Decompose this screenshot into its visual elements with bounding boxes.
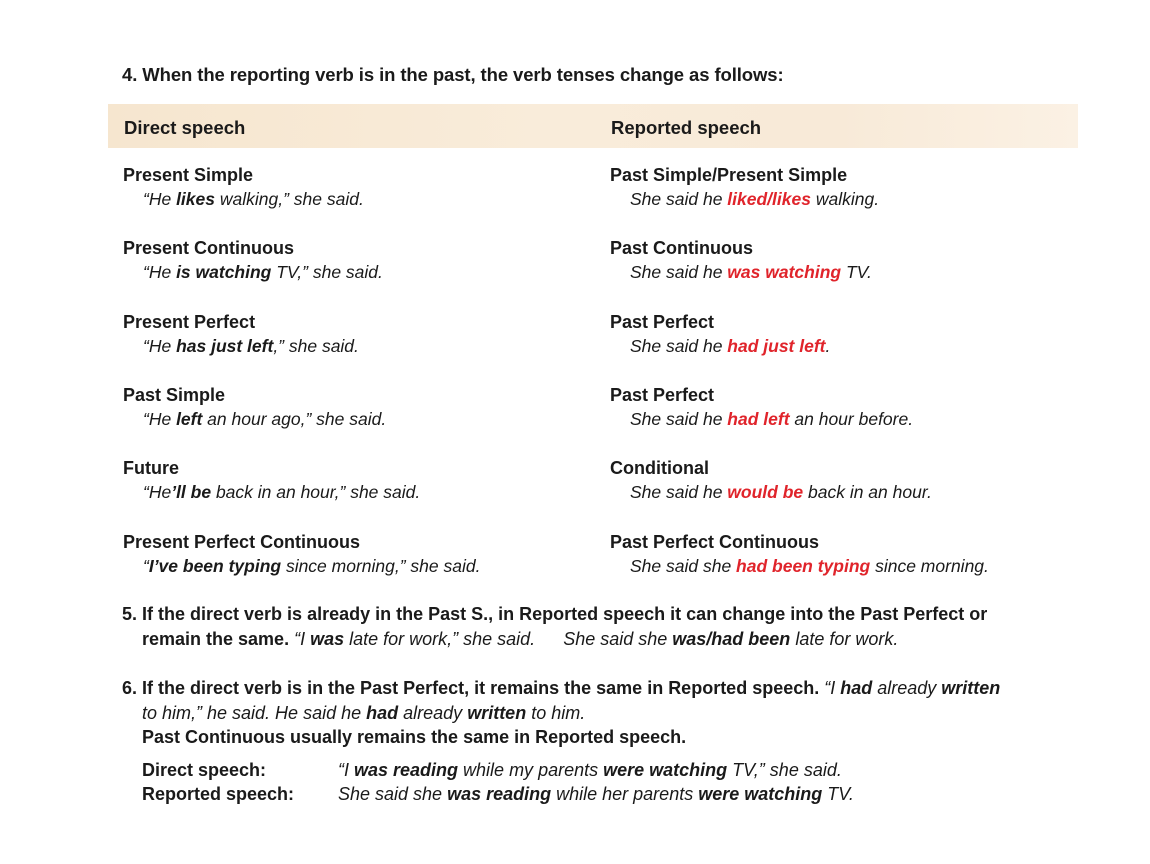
direct-speech-example: “I was reading while my parents were watching TV,” she said.	[338, 760, 842, 780]
rule-5-line-1: 5. If the direct verb is already in the Past S., in Reported speech it can change into the Past Perfect or	[122, 604, 988, 624]
rule-6-line-2: to him,” he said. He said he had already written to him.	[142, 703, 586, 723]
tense-title: Conditional	[610, 458, 709, 478]
example-sentence: She said she had been typing since morning.	[630, 556, 989, 576]
direct-entry	[123, 163, 364, 211]
direct-entry	[123, 310, 359, 358]
tense-title: Present Simple	[123, 165, 254, 185]
rule-6-line-3: Past Continuous usually remains the same in Reported speech.	[142, 727, 687, 747]
tense-title: Present Continuous	[123, 238, 295, 258]
example-sentence: “I’ve been typing since morning,” she said.	[143, 556, 481, 576]
example-reported-row	[0, 782, 1150, 806]
reported-entry	[610, 236, 872, 284]
example-sentence: She said he would be back in an hour.	[630, 482, 932, 502]
example-sentence: “He’ll be back in an hour,” she said.	[143, 482, 421, 502]
example-sentence: “He has just left,” she said.	[143, 336, 359, 356]
tense-title: Future	[123, 458, 179, 478]
example-sentence: She said he had left an hour before.	[630, 409, 914, 429]
example-sentence: She said he had just left.	[630, 336, 831, 356]
direct-entry	[123, 236, 383, 284]
reported-entry	[610, 383, 913, 431]
example-sentence: She said he liked/likes walking.	[630, 189, 880, 209]
example-sentence: “He left an hour ago,” she said.	[143, 409, 387, 429]
reported-entry	[610, 456, 932, 504]
header-direct-speech: Direct speech	[124, 117, 246, 138]
tense-title: Past Perfect	[610, 312, 715, 332]
tense-title: Present Perfect	[123, 312, 256, 332]
direct-entry	[123, 530, 480, 578]
tense-title: Past Perfect	[610, 385, 715, 405]
rule-6-line-1: 6. If the direct verb is in the Past Perfect, it remains the same in Reported speech. “I had already written	[122, 678, 1001, 698]
reported-entry	[610, 310, 830, 358]
rule-5-line-2: remain the same. “I was late for work,” she said. She said she was/had been late for work.	[142, 629, 899, 649]
direct-entry	[123, 456, 420, 504]
tense-title: Past Simple/Present Simple	[610, 165, 848, 185]
example-sentence: She said he was watching TV.	[630, 262, 872, 282]
reported-entry	[610, 163, 879, 211]
section-heading: 4. When the reporting verb is in the past, the verb tenses change as follows:	[122, 64, 784, 85]
example-sentence: “He is watching TV,” she said.	[143, 262, 383, 282]
tense-title: Present Perfect Continuous	[123, 532, 361, 552]
example-direct-row	[0, 758, 1150, 782]
tense-title: Past Perfect Continuous	[610, 532, 820, 552]
tense-title: Past Continuous	[610, 238, 753, 258]
example-sentence: “He likes walking,” she said.	[143, 189, 364, 209]
reported-entry	[610, 530, 989, 578]
direct-entry	[123, 383, 386, 431]
table-header-band	[108, 104, 1078, 148]
header-reported-speech: Reported speech	[611, 117, 762, 138]
tense-title: Past Simple	[123, 385, 226, 405]
reported-speech-label: Reported speech:	[142, 784, 295, 804]
reported-speech-example: She said she was reading while her parents were watching TV.	[338, 784, 854, 804]
direct-speech-label: Direct speech:	[142, 760, 267, 780]
